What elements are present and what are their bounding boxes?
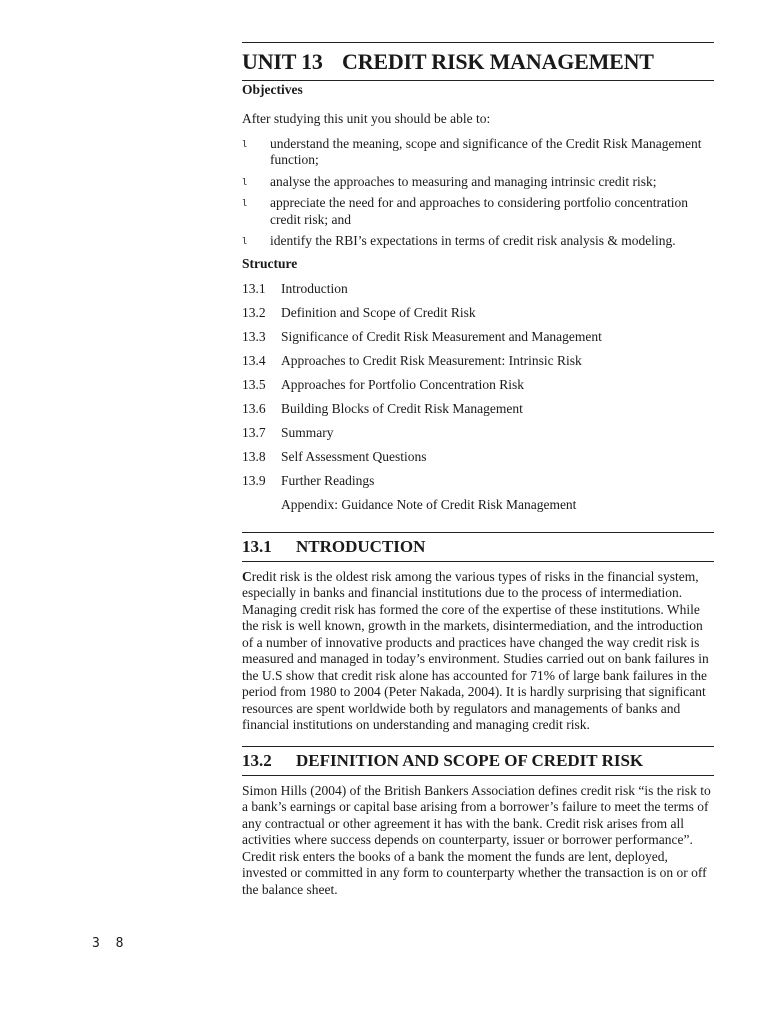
- structure-list: [242, 281, 714, 521]
- objective-item: l analyse the approaches to measuring and managing intrinsic credit risk;: [242, 174, 714, 191]
- bullet-icon: l: [242, 177, 248, 188]
- structure-item: 13.3 Significance of Credit Risk Measurement and Management: [242, 328, 602, 344]
- structure-heading: Structure: [242, 255, 298, 271]
- objectives-heading: Objectives: [242, 82, 303, 97]
- structure-item: 13.6 Building Blocks of Credit Risk Management: [242, 400, 523, 416]
- structure-item: 13.4 Approaches to Credit Risk Measurement: Intrinsic Risk: [242, 352, 582, 368]
- section-13-1-paragraph: Credit risk is the oldest risk among the various types of risks in the financial system, especially in banks and financial institutions due to the process of intermediation. Managing credit risk has formed the core of the expertise of these institutions. While the risk is well known, growth in the markets, disintermediation, and the introduction of a number of innovative products and practices have changed the way credit risk is measured and managed in today’s environment. Studies carried out on bank failures in the U.S show that credit risk alone has accounted for 71% of large bank failures in the period from 1980 to 2004 (Peter Nakada, 2004). It is hardly surprising that significant resources are spent worldwide both by regulators and managements of banks and financial institutions on understanding and managing credit risk.: [242, 568, 709, 732]
- objectives-list: [242, 136, 714, 250]
- bullet-icon: l: [242, 199, 248, 209]
- bullet-icon: l: [242, 139, 248, 150]
- bullet-icon: l: [242, 237, 248, 247]
- objective-item: l identify the RBI’s expectations in terms of credit risk analysis & modeling.: [242, 233, 714, 250]
- section-number: 13.2: [242, 750, 272, 770]
- structure-item: 13.8 Self Assessment Questions: [242, 448, 427, 464]
- section-title: NTRODUCTION: [296, 536, 426, 556]
- drop-letter: C: [242, 568, 252, 584]
- structure-item: 13.5 Approaches for Portfolio Concentration Risk: [242, 376, 524, 392]
- structure-item: Appendix: Guidance Note of Credit Risk Management: [281, 496, 577, 512]
- objectives-intro: After studying this unit you should be able to:: [242, 111, 491, 126]
- unit-number: UNIT 13: [242, 49, 323, 74]
- structure-item: 13.7 Summary: [242, 424, 334, 440]
- section-title: DEFINITION AND SCOPE OF CREDIT RISK: [296, 750, 644, 770]
- section-13-2-paragraph: Simon Hills (2004) of the British Bankers Association defines credit risk “is the risk to a bank’s earnings or capital base arising from a borrower’s failure to meet the terms of any contractual or other agreement it has with the bank. Credit risk arises from all activities where success depends on counterparty, issuer or borrower performance”. Credit risk enters the books of a bank the moment the funds are lent, deployed, invested or committed in any form to counterparty whether the transaction is on or off the balance sheet.: [242, 782, 711, 897]
- structure-item: 13.2 Definition and Scope of Credit Risk: [242, 304, 476, 320]
- structure-item: 13.1 Introduction: [242, 280, 348, 296]
- section-13-2-heading: [242, 746, 714, 776]
- unit-title: [242, 42, 714, 81]
- objective-item: l understand the meaning, scope and significance of the Credit Risk Management function;: [242, 135, 702, 167]
- page-number: 3 8: [92, 936, 128, 951]
- document-page: [242, 42, 714, 898]
- structure-item: 13.9 Further Readings: [242, 472, 375, 488]
- objective-item: l appreciate the need for and approaches to considering portfolio concentration credit risk; and: [242, 195, 688, 227]
- section-13-1-heading: [242, 532, 714, 562]
- unit-title-text: CREDIT RISK MANAGEMENT: [342, 49, 654, 74]
- section-number: 13.1: [242, 536, 272, 556]
